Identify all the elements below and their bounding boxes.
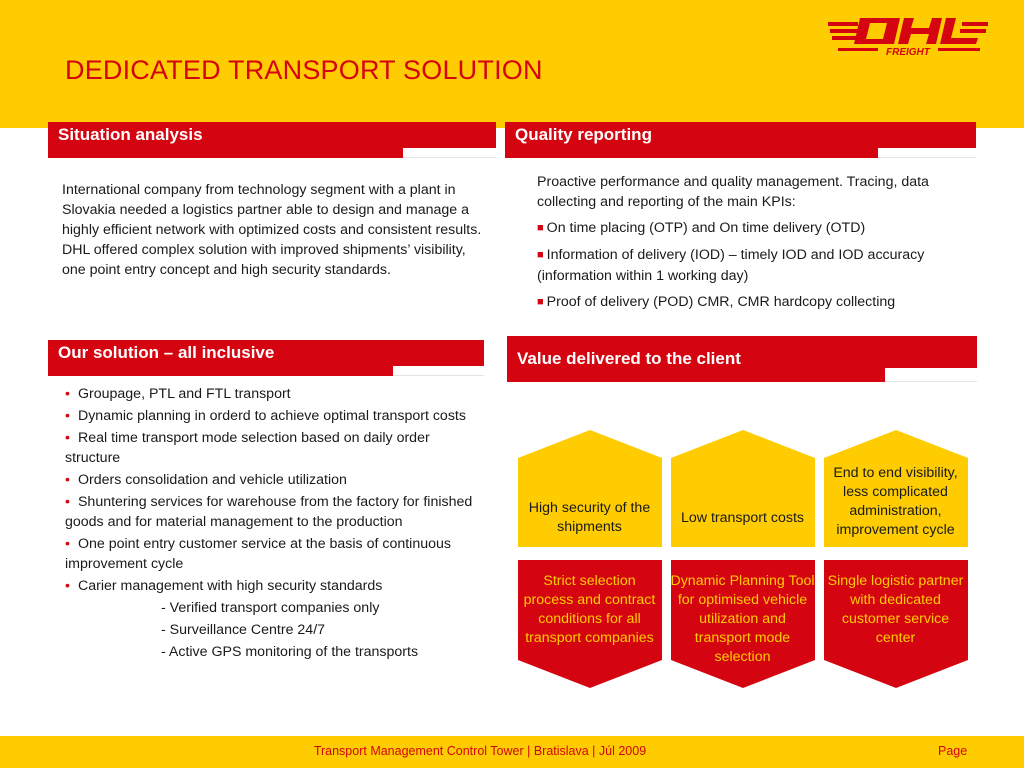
quality-heading: Quality reporting: [505, 122, 976, 148]
benefit-label: Low transport costs: [680, 509, 804, 526]
solution-item: • Shuntering services for warehouse from the factory for finished goods and for material management to the production: [65, 494, 473, 530]
bullet-icon: •: [65, 386, 70, 402]
solution-heading: Our solution – all inclusive: [48, 340, 484, 366]
value-heading: Value delivered to the client: [507, 336, 977, 368]
bullet-icon: •: [65, 472, 70, 488]
means-label: Single logistic partner with dedicated customer service center: [827, 573, 964, 646]
solution-item: • One point entry customer service at the basis of continuous improvement cycle: [65, 536, 451, 572]
value-heading-underline: [507, 368, 885, 382]
solution-subitem: - Verified transport companies only: [161, 600, 380, 616]
quality-heading-underline: [505, 148, 878, 158]
situation-text: International company from technology segment with a plant in Slovakia needed a logistics partner able to design and manage a highly efficient network with optimized costs and consistent results. DHL offered complex solution with improved shipments’ visibility, one point entry concept and high security standards.: [62, 182, 482, 278]
bullet-icon: •: [65, 430, 70, 446]
situation-heading-underline: [48, 148, 403, 158]
solution-item: • Real time transport mode selection based on daily order structure: [65, 430, 430, 466]
solution-item: • Groupage, PTL and FTL transport: [65, 386, 291, 402]
quality-item: ■ Proof of delivery (POD) CMR, CMR hardcopy collecting: [537, 294, 896, 310]
benefit-label: High security of the shipments: [528, 500, 651, 535]
footer-text: Transport Management Control Tower | Bratislava | Júl 2009: [313, 744, 647, 758]
solution-list: [65, 384, 475, 664]
slide-title: DEDICATED TRANSPORT SOLUTION: [65, 55, 543, 85]
logo-subtext: FREIGHT: [886, 47, 930, 58]
means-label: Strict selection process and contract conditions for all transport companies: [523, 573, 656, 646]
dhl-freight-logo: [828, 8, 988, 60]
value-heading-gap: [885, 368, 977, 382]
quality-block: [537, 172, 952, 319]
means-label: Dynamic Planning Tool for optimised vehicle utilization and transport mode selection: [670, 573, 815, 665]
quality-item: ■ On time placing (OTP) and On time delivery (OTD): [537, 220, 866, 236]
solution-item: • Orders consolidation and vehicle utilization: [65, 472, 347, 488]
quality-heading-gap: [878, 148, 976, 158]
bullet-icon: •: [65, 578, 70, 594]
benefit-label: End to end visibility, less complicated administration, improvement cycle: [833, 465, 958, 538]
solution-item: • Carier management with high security standards: [65, 578, 383, 594]
page-label: Page: [938, 744, 968, 758]
solution-heading-gap: [393, 366, 484, 376]
square-bullet-icon: ■: [537, 222, 544, 234]
solution-subitem: - Surveillance Centre 24/7: [161, 622, 326, 638]
situation-heading-gap: [403, 148, 496, 158]
square-bullet-icon: ■: [537, 249, 544, 261]
bullet-icon: •: [65, 536, 70, 552]
bullet-icon: •: [65, 408, 70, 424]
solution-item: • Dynamic planning in orderd to achieve optimal transport costs: [65, 408, 466, 424]
situation-heading: Situation analysis: [48, 122, 496, 148]
bullet-icon: •: [65, 494, 70, 510]
solution-subitem: - Active GPS monitoring of the transports: [161, 644, 419, 660]
quality-item: ■ Information of delivery (IOD) – timely IOD and IOD accuracy (information within 1 working day): [537, 247, 925, 284]
square-bullet-icon: ■: [537, 296, 544, 308]
solution-heading-underline: [48, 366, 393, 376]
quality-intro: Proactive performance and quality management. Tracing, data collecting and reporting of the main KPIs:: [537, 174, 929, 210]
